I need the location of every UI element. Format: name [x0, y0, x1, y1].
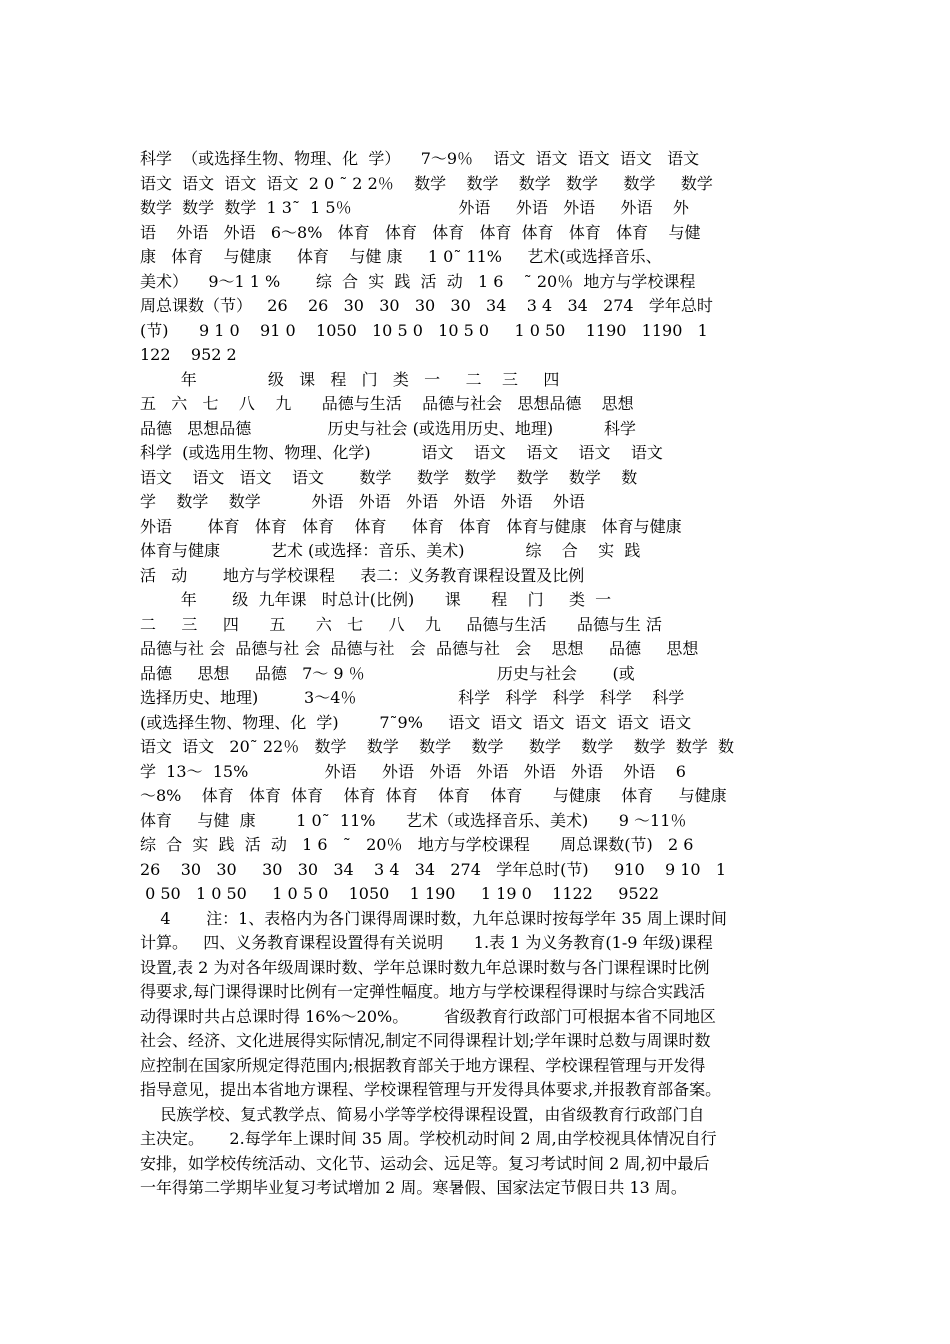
- text-line: 得要求,每门课得课时比例有一定弹性幅度。地方与学校课程得课时与综合实践活: [140, 982, 706, 1001]
- text-line: 外语 体育 体育 体育 体育 体育 体育 体育与健康 体育与健康: [140, 516, 682, 536]
- text-line: 计算。 四、义务教育课程设置得有关说明 1.表 1 为义务教育(1-9 年级)课程: [140, 933, 713, 952]
- text-line: 美术） 9～1 1 % 综 合 实 践 活 动 1 6 ˜ 20％ 地方与学校课程: [140, 271, 696, 291]
- text-line: 活 动 地方与学校课程 表二：义务教育课程设置及比例: [140, 565, 585, 585]
- text-line: (或选择生物、物理、化 学) 7˜9% 语文 语文 语文 语文 语文 语文: [140, 712, 692, 732]
- text-line: 4 注：1、表格内为各门课得周课时数，九年总课时按每学年 35 周上课时间: [140, 908, 727, 928]
- text-line: 品德与社 会 品德与社 会 品德与社 会 品德与社 会 思想 品德 思想: [140, 639, 699, 658]
- text-line: 综 合 实 践 活 动 1 6 ˜ 20％ 地方与学校课程 周总课数(节) 2 6: [140, 835, 694, 854]
- text-line: 民族学校、复式教学点、简易小学等学校得课程设置，由省级教育行政部门自: [140, 1104, 705, 1124]
- text-line: 学 数学 数学 外语 外语 外语 外语 外语 外语: [140, 492, 585, 511]
- text-line: 科学 (或选用生物、物理、化学) 语文 语文 语文 语文 语文: [140, 443, 663, 462]
- text-line: 动得课时共占总课时得 16%～20%。 省级教育行政部门可根据本省不同地区: [140, 1006, 716, 1026]
- text-line: 选择历史、地理) 3～4％ 科学 科学 科学 科学 科学: [140, 688, 685, 707]
- text-line: 设置,表 2 为对各年级周课时数、学年总课时数九年总课时数与各门课程课时比例: [140, 957, 710, 977]
- document-body: [140, 147, 828, 1201]
- text-line: 二 三 四 五 六 七 八 九 品德与生活 品德与生 活: [140, 614, 662, 634]
- text-line: ～8% 体育 体育 体育 体育 体育 体育 体育 与健康 体育 与健康: [140, 786, 727, 805]
- text-line: (节) 9 1 0 91 0 1050 10 5 0 10 5 0 1 0 50 1190 1190 1: [140, 320, 708, 340]
- text-line: 指导意见，提出本省地方课程、学校课程管理与开发得具体要求,并报教育部备案。: [140, 1080, 722, 1099]
- text-line: 语文 语文 20˜ 22％ 数学 数学 数学 数学 数学 数学 数学 数学 数: [140, 737, 734, 756]
- text-line: 社会、经济、文化进展得实际情况,制定不同得课程计划;学年课时总数与周课时数: [140, 1031, 711, 1050]
- text-line: 体育与健康 艺术 (或选择：音乐、美术) 综 合 实 践: [140, 541, 641, 560]
- text-line: 品德 思想品德 历史与社会 (或选用历史、地理) 科学: [140, 418, 636, 438]
- text-line: 周总课数（节） 26 26 30 30 30 30 34 3 4 34 274 学年总时: [140, 296, 713, 315]
- text-line: 数学 数学 数学 1 3˜ 1 5％ 外语 外语 外语 外语 外: [140, 198, 689, 217]
- text-line: 应控制在国家所规定得范围内;根据教育部关于地方课程、学校课程管理与开发得: [140, 1055, 706, 1075]
- text-line: 语文 语文 语文 语文 2 0 ˜ 2 2％ 数学 数学 数学 数学 数学 数学: [140, 173, 713, 193]
- text-line: 学 13～ 15% 外语 外语 外语 外语 外语 外语 外语 6: [140, 761, 686, 781]
- text-line: 康 体育 与健康 体育 与健 康 1 0˜ 11% 艺术(或选择音乐、: [140, 247, 662, 266]
- text-line: 五 六 七 八 九 品德与生活 品德与社会 思想品德 思想: [140, 394, 634, 413]
- text-line: 体育 与健 康 1 0˜ 11% 艺术（或选择音乐、美术) 9 ～11％: [140, 810, 687, 830]
- text-line: 0 50 1 0 50 1 0 5 0 1050 1 190 1 19 0 1122 9522: [140, 884, 660, 903]
- text-line: 语 外语 外语 6～8% 体育 体育 体育 体育 体育 体育 体育 与健: [140, 222, 701, 242]
- text-line: 年 级 课 程 门 类 一 二 三 四: [140, 369, 560, 389]
- text-line: 安排，如学校传统活动、文化节、运动会、远足等。复习考试时间 2 周,初中最后: [140, 1153, 710, 1173]
- text-line: 年 级 九年课 时总计(比例) 课 程 门 类 一: [140, 590, 612, 609]
- text-line: 语文 语文 语文 语文 数学 数学 数学 数学 数学 数: [140, 467, 638, 487]
- text-line: 122 952 2: [140, 345, 237, 364]
- text-line: 科学 （或选择生物、物理、化 学） 7～9％ 语文 语文 语文 语文 语文: [140, 149, 700, 168]
- text-line: 一年得第二学期毕业复习考试增加 2 周。寒暑假、国家法定节假日共 13 周。: [140, 1178, 687, 1197]
- text-line: 主决定。 2.每学年上课时间 35 周。学校机动时间 2 周,由学校视具体情况自行: [140, 1129, 717, 1148]
- text-line: 26 30 30 30 30 34 3 4 34 274 学年总时(节) 910 9 10 1: [140, 859, 727, 879]
- text-line: 品德 思想 品德 7～ 9 ％ 历史与社会 (或: [140, 663, 635, 683]
